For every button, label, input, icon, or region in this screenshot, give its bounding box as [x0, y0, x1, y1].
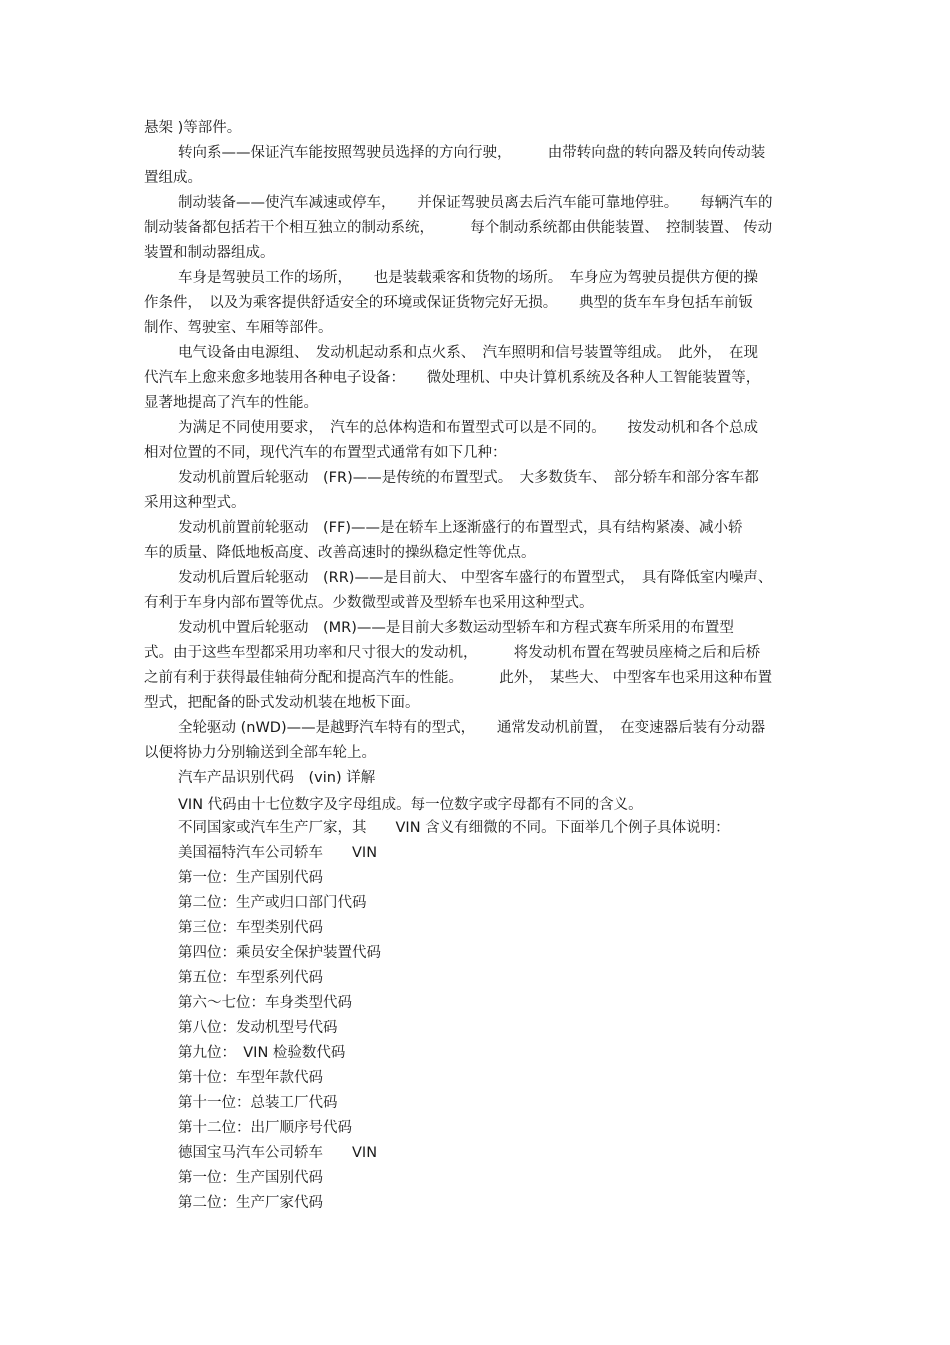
text-line: 车的质量、降低地板高度、改善高速时的操纵稳定性等优点。 [144, 545, 536, 561]
text-line: 之前有利于获得最佳轴荷分配和提高汽车的性能。 此外， 某些大、 中型客车也采用这种布置 [144, 670, 773, 686]
text-line: 发动机中置后轮驱动 (MR)——是目前大多数运动型轿车和方程式赛车所采用的布置型 [178, 620, 734, 636]
list-item: 第三位：车型类别代码 [178, 920, 323, 936]
text-line: 电气设备由电源组、 发动机起动系和点火系、 汽车照明和信号装置等组成。 此外， 在现 [178, 345, 758, 361]
list-item: 第一位：生产国别代码 [178, 1170, 323, 1186]
list-item: 第二位：生产厂家代码 [178, 1195, 323, 1211]
text-line: 代汽车上愈来愈多地装用各种电子设备： 微处理机、中央计算机系统及各种人工智能装置等， [144, 370, 761, 386]
text-line: VIN 代码由十七位数字及字母组成。每一位数字或字母都有不同的含义。 [178, 797, 643, 813]
list-item: 第一位：生产国别代码 [178, 870, 323, 886]
list-item: 第十二位：出厂顺序号代码 [178, 1120, 352, 1136]
text-line: 作条件， 以及为乘客提供舒适安全的环境或保证货物完好无损。 典型的货车车身包括车前钣 [144, 295, 753, 311]
text-line: 以便将协力分别输送到全部车轮上。 [144, 745, 376, 761]
list-item: 第十位：车型年款代码 [178, 1070, 323, 1086]
text-line: 相对位置的不同，现代汽车的布置型式通常有如下几种： [144, 445, 507, 461]
list-item: 第九位： VIN 检验数代码 [178, 1045, 346, 1061]
text-line: 悬架 )等部件。 [144, 120, 242, 136]
text-line: 为满足不同使用要求， 汽车的总体构造和布置型式可以是不同的。 按发动机和各个总成 [178, 420, 758, 436]
text-line: 发动机前置前轮驱动 (FF)——是在轿车上逐渐盛行的布置型式，具有结构紧凑、减小轿 [178, 520, 743, 536]
text-line: 式。由于这些车型都采用功率和尺寸很大的发动机， 将发动机布置在驾驶员座椅之后和后桥 [144, 645, 761, 661]
text-line: 德国宝马汽车公司轿车 VIN [178, 1145, 378, 1161]
text-line: 置组成。 [144, 170, 202, 186]
section-heading: 汽车产品识别代码 (vin) 详解 [178, 770, 376, 786]
text-line: 发动机前置后轮驱动 (FR)——是传统的布置型式。 大多数货车、 部分轿车和部分客车都 [178, 470, 759, 486]
text-line: 制动装备——使汽车减速或停车， 并保证驾驶员离去后汽车能可靠地停驻。 每辆汽车的 [178, 195, 773, 211]
text-line: 制动装备都包括若干个相互独立的制动系统， 每个制动系统都由供能装置、 控制装置、 传动 [144, 220, 773, 236]
list-item: 第二位：生产或归口部门代码 [178, 895, 367, 911]
text-line: 转向系——保证汽车能按照驾驶员选择的方向行驶， 由带转向盘的转向器及转向传动装 [178, 145, 766, 161]
text-line: 采用这种型式。 [144, 495, 246, 511]
list-item: 第五位：车型系列代码 [178, 970, 323, 986]
text-line: 全轮驱动 (nWD)——是越野汽车特有的型式， 通常发动机前置， 在变速器后装有分动器 [178, 720, 766, 736]
text-line: 制作、驾驶室、车厢等部件。 [144, 320, 333, 336]
list-item: 第十一位：总装工厂代码 [178, 1095, 338, 1111]
list-item: 第四位：乘员安全保护装置代码 [178, 945, 381, 961]
text-line: 显著地提高了汽车的性能。 [144, 395, 318, 411]
text-line: 车身是驾驶员工作的场所， 也是装载乘客和货物的场所。 车身应为驾驶员提供方便的操 [178, 270, 758, 286]
text-line: 发动机后置后轮驱动 (RR)——是目前大、 中型客车盛行的布置型式， 具有降低室内噪声、 [178, 570, 773, 586]
text-line: 美国福特汽车公司轿车 VIN [178, 845, 378, 861]
text-line: 型式，把配备的卧式发动机装在地板下面。 [144, 695, 420, 711]
text-line: 装置和制动器组成。 [144, 245, 275, 261]
text-line: 不同国家或汽车生产厂家，其 VIN 含义有细微的不同。下面举几个例子具体说明： [178, 820, 730, 836]
list-item: 第八位：发动机型号代码 [178, 1020, 338, 1036]
list-item: 第六～七位：车身类型代码 [178, 995, 352, 1011]
text-line: 有利于车身内部布置等优点。少数微型或普及型轿车也采用这种型式。 [144, 595, 594, 611]
